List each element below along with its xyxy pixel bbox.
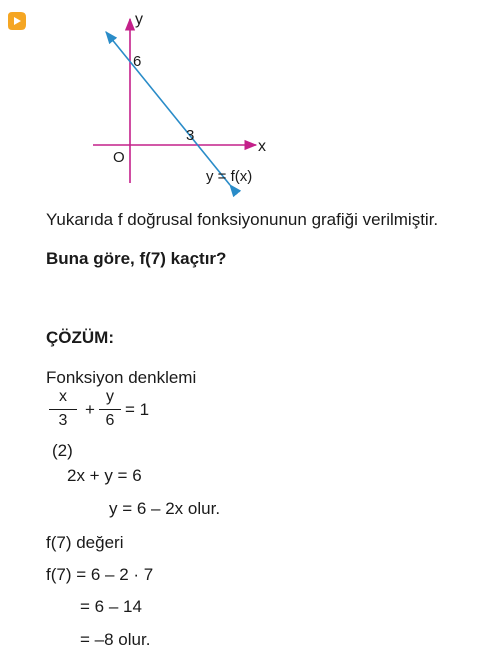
x-axis-label: x — [258, 138, 266, 155]
fraction-denominator: 3 — [58, 412, 68, 429]
y-intercept-label: 6 — [133, 53, 142, 70]
solution-heading: ÇÖZÜM: — [46, 328, 114, 347]
question-statement: Yukarıda f doğrusal fonksiyonunun grafiği verilmiştir. — [46, 210, 439, 229]
calc-line-3: = –8 olur. — [80, 630, 151, 649]
step-1: 2x + y = 6 — [67, 466, 142, 485]
fraction-numerator: x — [59, 388, 67, 405]
fraction-x-over-3 — [49, 388, 77, 430]
function-graph — [0, 0, 300, 200]
multiplier-note: (2) — [52, 441, 73, 460]
value-intro: f(7) değeri — [46, 533, 124, 552]
calc-line-1: f(7) = 6 – 2 · 7 — [46, 565, 154, 584]
equation-rhs: = 1 — [125, 400, 150, 419]
step-2: y = 6 – 2x olur. — [109, 499, 221, 518]
question-prompt: Buna göre, f(7) kaçtır? — [46, 249, 227, 268]
calc-line-2: = 6 – 14 — [80, 597, 142, 616]
plus-sign: + — [85, 400, 95, 419]
fraction-numerator: y — [106, 388, 114, 405]
y-axis-label: y — [135, 11, 143, 28]
fraction-y-over-6 — [99, 388, 121, 430]
origin-label: O — [113, 149, 125, 166]
fraction-bar — [99, 409, 121, 410]
fraction-denominator: 6 — [105, 412, 115, 429]
solution-intro: Fonksiyon denklemi — [46, 368, 197, 387]
x-intercept-label: 3 — [186, 127, 195, 144]
function-label: y = f(x) — [206, 168, 253, 185]
fraction-bar — [49, 409, 77, 410]
